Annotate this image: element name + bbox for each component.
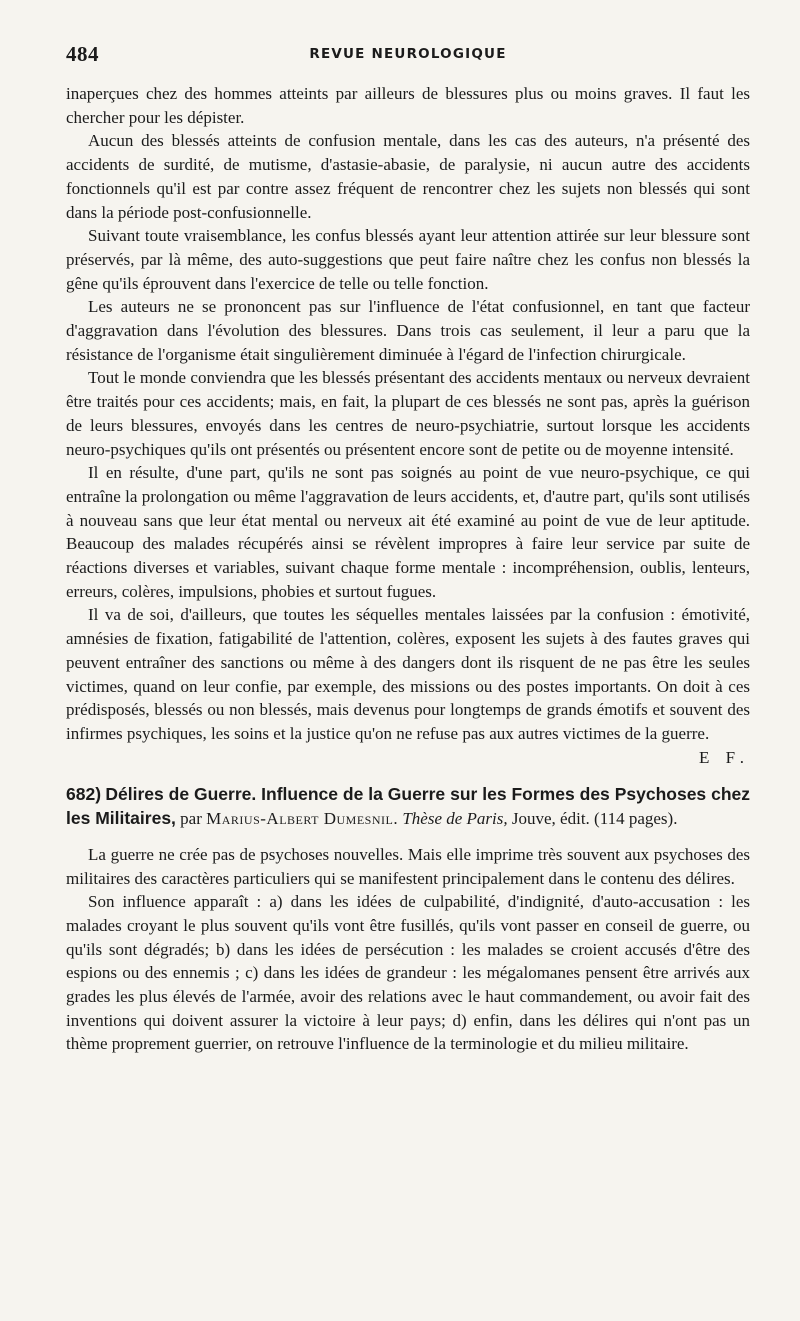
running-head: REVUE NEUROLOGIQUE [309,46,507,62]
signature: E F. [699,747,750,767]
paragraph: Il va de soi, d'ailleurs, que toutes les séquelles mentales laissées par la confusion : émotivité, amnésies de fixation, fatigabilité de l'attention, colères, exposent les sujets à des fautes graves qui peuvent entraîner des sanctions ou même à des dangers dont ils risquent de ne pas être les seules victimes, quand on leur confie, par exemple, des missions ou des postes importants. On doit à ces prédisposés, blessés ou non blessés, mais devenus pour longtemps de grands émotifs et souvent des infirmes psychiques, les soins et la justice qu'on ne refuse pas aux autres victimes de la guerre. [66,605,750,743]
entry-title: Délires de Guerre. Influence de la Guerre sur les Formes des Psychoses chez les Militaires, [66,784,750,829]
paragraph: Suivant toute vraisemblance, les confus blessés ayant leur attention attirée sur leur blessure sont préservés, par là même, des auto-suggestions que peut faire naître chez les confus non blessés la gêne qu'ils éprouvent dans l'exercice de telle ou telle fonction. [66,226,750,293]
entry-paragraph: Son influence apparaît : a) dans les idées de culpabilité, d'indignité, d'auto-accusation : les malades croyant le plus souvent qu'ils vont être fusillés, qu'ils vont passer en conseil de guerre, ou qu'ils sont dégradés; b) dans les idées de persécution : les malades se croient accusés d'être des espions ou des ennemis ; c) dans les idées de grandeur : les mégalomanes pensent être arrivés aux grades les plus élevés de l'armée, avoir des relations avec le haut commandement, ou avoir fait des inventions qui doivent assurer la victoire à leur pays; d) enfin, dans les délires qui n'ont pas un thème proprement guerrier, on retrouve l'influence de la terminologie et du milieu militaire. [66,892,750,1054]
entry-paragraph: La guerre ne crée pas de psychoses nouvelles. Mais elle imprime très souvent aux psychoses des militaires des caractères particuliers qui se manifestent principalement dans le contenu des délires. [66,844,750,888]
entry-heading [66,783,750,830]
article-body [66,82,750,1056]
entry-thesis: Thèse de Paris, [402,809,508,829]
paragraph: Aucun des blessés atteints de confusion mentale, dans les cas des auteurs, n'a présenté des accidents de surdité, de mutisme, d'astasie-abasie, de paralysie, ni aucun autre des accidents fonctionnels qu'il est par contre assez fréquent de rencontrer chez les sujets non blessés qui sont dans la période post-confusionnelle. [66,131,750,222]
entry-by: par [180,809,202,829]
entry-author: Marius-Albert Dumesnil. [206,809,399,829]
entry-publisher: Jouve, édit. (114 pages). [511,809,678,829]
entry-number: 682) [66,784,102,805]
paragraph: inaperçues chez des hommes atteints par ailleurs de blessures plus ou moins graves. Il faut les chercher pour les dépister. [66,84,750,127]
paragraph: Les auteurs ne se prononcent pas sur l'influence de l'état confusionnel, en tant que facteur d'aggravation dans l'évolution des blessures. Dans trois cas seulement, il leur a paru que la résistance de l'organisme était singulièrement diminuée à l'égard de l'infection chirurgicale. [66,297,750,364]
signature-line [66,746,750,770]
page-number: 484 [66,42,99,66]
paragraph: Il en résulte, d'une part, qu'ils ne sont pas soignés au point de vue neuro-psychique, ce qui entraîne la prolongation ou même l'aggravation de leurs accidents, et, d'autre part, qu'ils sont utilisés à nouveau sans que leur état mental ou nerveux ait été examiné au point de vue de leur aptitude. Beaucoup des malades récupérés ainsi se révèlent impropres à faire leur service par suite de réactions diverses et variables, suivant chaque forme mentale : incompréhension, oublis, lenteurs, erreurs, colères, impulsions, phobies et surtout fugues. [66,463,750,601]
page-header [66,42,750,72]
paragraph: Tout le monde conviendra que les blessés présentant des accidents mentaux ou nerveux devraient être traités pour ces accidents; mais, en fait, la plupart de ces blessés ne sont pas, après la guérison de leurs blessures, envoyés dans les centres de neuro-psychiatrie, surtout lorsque les accidents neuro-psychiques qu'ils ont présentés ou présentent encore sont de petite ou de moyenne intensité. [66,368,750,459]
